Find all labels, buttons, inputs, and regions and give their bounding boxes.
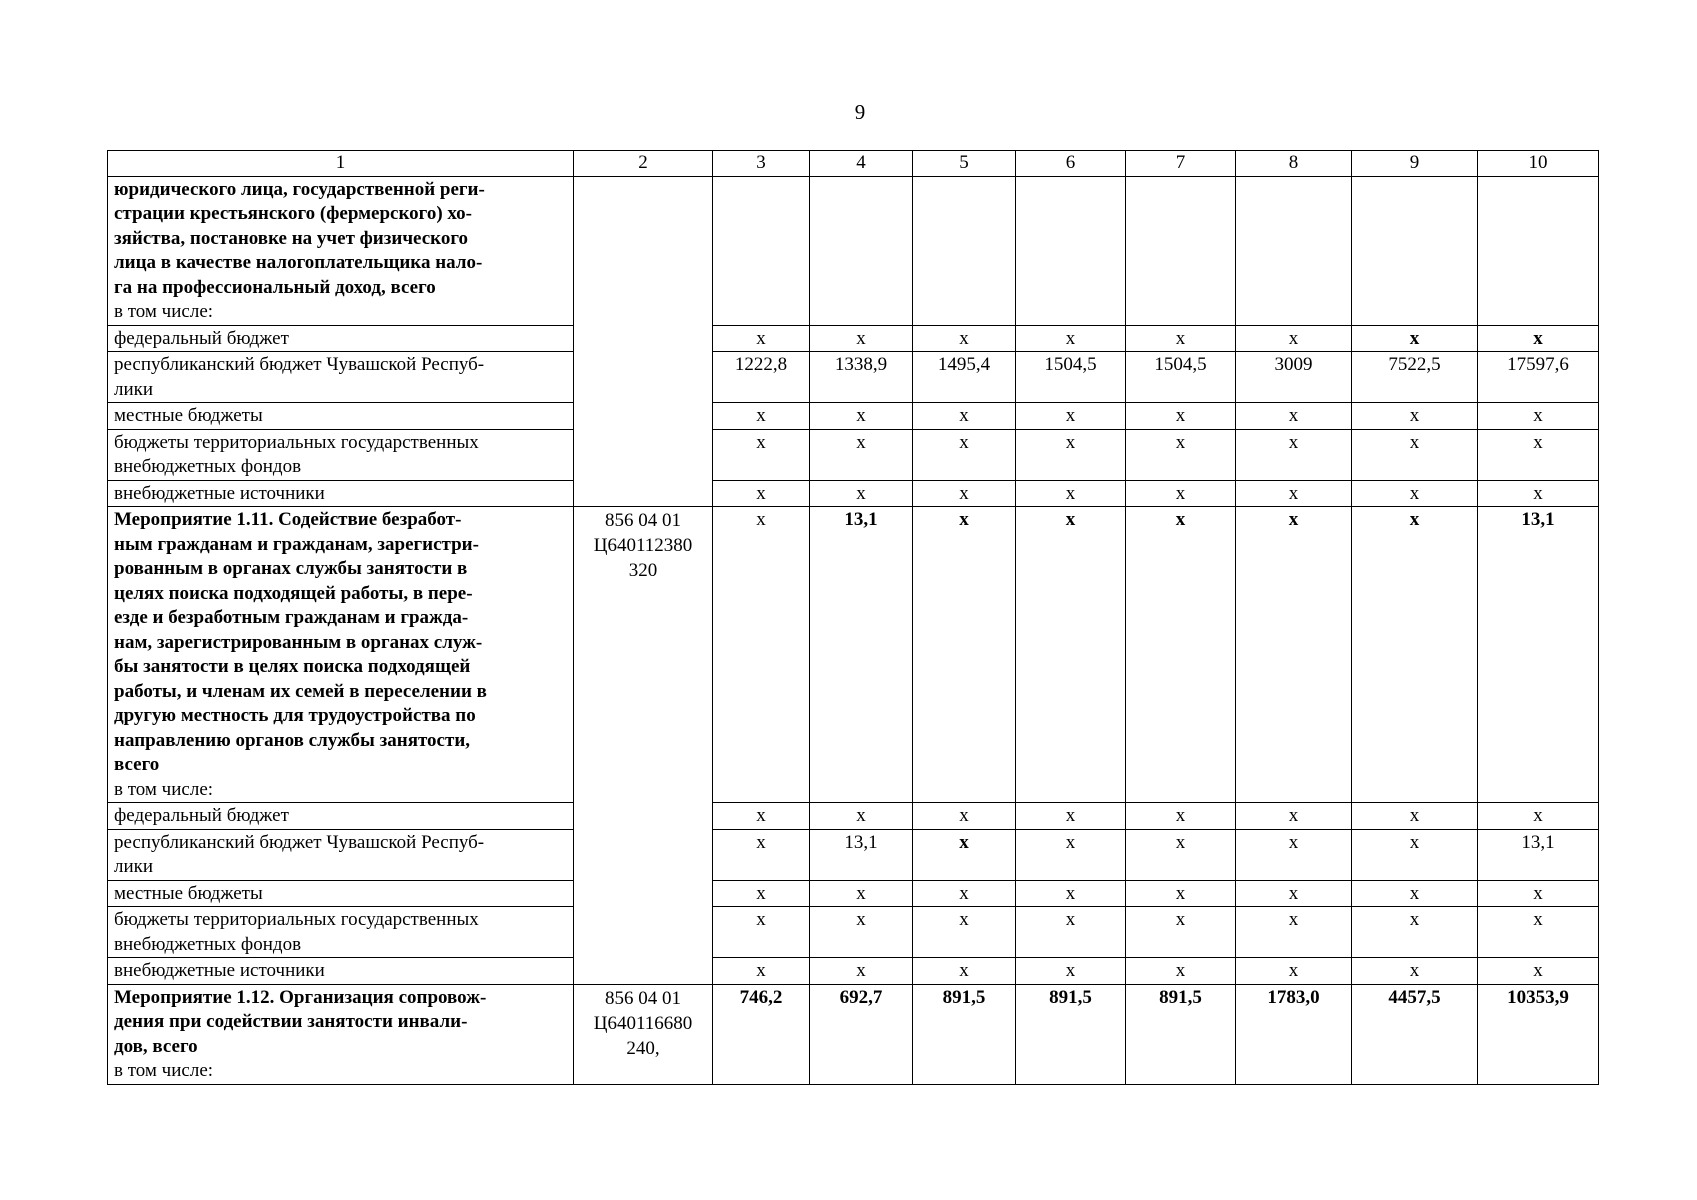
total-value-cell bbox=[913, 176, 1016, 325]
column-number: 2 bbox=[574, 151, 713, 177]
funding-value-cell: x bbox=[1016, 958, 1126, 985]
funding-value-cell: x bbox=[1352, 829, 1478, 880]
funding-source-name-line: внебюджетных фондов bbox=[114, 933, 302, 955]
total-value-cell bbox=[1352, 176, 1478, 325]
table-header-row bbox=[108, 151, 1599, 177]
block-title-line: целях поиска подходящей работы, в пере- bbox=[114, 582, 473, 604]
total-value-cell: x bbox=[713, 507, 810, 803]
funding-value-cell: x bbox=[913, 907, 1016, 958]
funding-value-cell: 1504,5 bbox=[1126, 352, 1236, 403]
budget-table bbox=[107, 150, 1599, 1085]
funding-value-cell: x bbox=[810, 429, 913, 480]
funding-value-cell: x bbox=[1352, 803, 1478, 830]
funding-source-row bbox=[108, 907, 1599, 958]
funding-source-name-line: бюджеты территориальных государственных bbox=[114, 431, 479, 453]
funding-source-name bbox=[108, 352, 574, 403]
funding-source-name bbox=[108, 403, 574, 430]
total-value-cell: x bbox=[913, 507, 1016, 803]
funding-value-cell: x bbox=[1016, 907, 1126, 958]
block-subtitle: в том числе: bbox=[114, 778, 214, 800]
funding-value-cell: x bbox=[1478, 480, 1599, 507]
funding-value-cell: x bbox=[1016, 403, 1126, 430]
funding-value-cell: x bbox=[1236, 429, 1352, 480]
column-number: 8 bbox=[1236, 151, 1352, 177]
funding-source-name bbox=[108, 829, 574, 880]
funding-value-cell: x bbox=[1478, 803, 1599, 830]
funding-value-cell: x bbox=[1016, 829, 1126, 880]
total-value-cell: 4457,5 bbox=[1352, 984, 1478, 1084]
table-body bbox=[108, 151, 1599, 1085]
funding-source-name-line: местные бюджеты bbox=[114, 405, 263, 426]
funding-value-cell: 3009 bbox=[1236, 352, 1352, 403]
funding-source-row bbox=[108, 880, 1599, 907]
total-value-cell: 746,2 bbox=[713, 984, 810, 1084]
funding-value-cell: x bbox=[810, 907, 913, 958]
total-value-cell: x bbox=[1126, 507, 1236, 803]
funding-value-cell: x bbox=[1478, 880, 1599, 907]
funding-source-name-line: республиканский бюджет Чувашской Респуб- bbox=[114, 354, 485, 375]
block-title-line: га на профессиональный доход, всего bbox=[114, 276, 436, 298]
funding-source-name-line: внебюджетных фондов bbox=[114, 456, 302, 477]
column-number: 4 bbox=[810, 151, 913, 177]
funding-value-cell: x bbox=[1126, 907, 1236, 958]
funding-source-row bbox=[108, 325, 1599, 352]
page-number: 9 bbox=[854, 100, 866, 124]
block-title-line: Мероприятие 1.11. Содействие безработ- bbox=[114, 509, 462, 530]
funding-source-name bbox=[108, 803, 574, 830]
budget-code-cell bbox=[574, 984, 713, 1084]
funding-source-name-line: бюджеты территориальных государственных bbox=[114, 909, 479, 930]
block-subtitle: в том числе: bbox=[114, 301, 214, 322]
budget-code-cell bbox=[574, 507, 713, 985]
funding-value-cell: x bbox=[1126, 403, 1236, 430]
funding-source-row bbox=[108, 480, 1599, 507]
funding-source-name-line: внебюджетные источники bbox=[114, 482, 325, 504]
column-number: 6 bbox=[1016, 151, 1126, 177]
funding-value-cell: x bbox=[810, 480, 913, 507]
funding-value-cell: x bbox=[1352, 480, 1478, 507]
funding-value-cell: x bbox=[1352, 958, 1478, 985]
block-title-line: зяйства, постановке на учет физического bbox=[114, 227, 468, 249]
total-value-cell: 13,1 bbox=[810, 507, 913, 803]
budget-code-line: 856 04 01 bbox=[605, 510, 681, 531]
funding-source-row bbox=[108, 958, 1599, 985]
block-title-line: Мероприятие 1.12. Организация сопровож- bbox=[114, 986, 487, 1008]
funding-value-cell: x bbox=[1236, 325, 1352, 352]
total-value-cell: x bbox=[1016, 507, 1126, 803]
block-title-line: работы, и членам их семей в переселении в bbox=[114, 680, 487, 702]
funding-value-cell: x bbox=[1016, 429, 1126, 480]
funding-value-cell: x bbox=[1352, 429, 1478, 480]
funding-value-cell: 13,1 bbox=[810, 829, 913, 880]
block-title-line: страции крестьянского (фермерского) хо- bbox=[114, 203, 473, 224]
funding-value-cell: x bbox=[1236, 907, 1352, 958]
funding-value-cell: x bbox=[1478, 403, 1599, 430]
block-title-cell bbox=[108, 984, 574, 1084]
block-title-line: другую местность для трудоустройства по bbox=[114, 705, 476, 726]
total-value-cell bbox=[1236, 176, 1352, 325]
funding-value-cell: 1504,5 bbox=[1016, 352, 1126, 403]
funding-value-cell: x bbox=[1236, 403, 1352, 430]
block-title-line: езде и безработным гражданам и гражда- bbox=[114, 607, 469, 628]
total-value-cell bbox=[1016, 176, 1126, 325]
funding-value-cell: x bbox=[1126, 829, 1236, 880]
funding-value-cell: 1338,9 bbox=[810, 352, 913, 403]
budget-code-line: Ц640116680 bbox=[593, 1012, 693, 1034]
funding-source-name-line: внебюджетные источники bbox=[114, 960, 325, 981]
block-title-line: дов, всего bbox=[114, 1035, 198, 1057]
total-value-cell: x bbox=[1236, 507, 1352, 803]
funding-value-cell: x bbox=[1352, 907, 1478, 958]
total-value-cell: 1783,0 bbox=[1236, 984, 1352, 1084]
block-title-line: направлению органов службы занятости, bbox=[114, 729, 471, 751]
funding-value-cell: x bbox=[810, 403, 913, 430]
total-value-cell: 891,5 bbox=[913, 984, 1016, 1084]
total-value-cell: 891,5 bbox=[1126, 984, 1236, 1084]
funding-source-row bbox=[108, 352, 1599, 403]
funding-value-cell: x bbox=[1352, 325, 1478, 352]
block-header-row bbox=[108, 176, 1599, 325]
block-title-cell bbox=[108, 507, 574, 803]
block-header-row bbox=[108, 984, 1599, 1084]
column-number: 5 bbox=[913, 151, 1016, 177]
funding-value-cell: x bbox=[1126, 429, 1236, 480]
funding-value-cell: x bbox=[1236, 958, 1352, 985]
funding-value-cell: x bbox=[810, 803, 913, 830]
funding-source-row bbox=[108, 403, 1599, 430]
funding-value-cell: x bbox=[1352, 403, 1478, 430]
funding-value-cell: x bbox=[913, 958, 1016, 985]
budget-code-line: 320 bbox=[628, 560, 658, 581]
funding-value-cell: x bbox=[713, 958, 810, 985]
budget-code-cell bbox=[574, 176, 713, 507]
funding-value-cell: x bbox=[810, 958, 913, 985]
funding-source-name bbox=[108, 907, 574, 958]
funding-value-cell: x bbox=[1126, 803, 1236, 830]
block-title-line: юридического лица, государственной реги- bbox=[114, 178, 485, 200]
funding-value-cell: x bbox=[1016, 803, 1126, 830]
block-title-line: ным гражданам и гражданам, зарегистри- bbox=[114, 533, 479, 555]
block-title-line: нам, зарегистрированным в органах служ- bbox=[114, 631, 483, 653]
funding-source-name-line: федеральный бюджет bbox=[114, 805, 289, 826]
funding-value-cell: x bbox=[1236, 880, 1352, 907]
funding-value-cell: x bbox=[1478, 325, 1599, 352]
funding-value-cell: x bbox=[1016, 880, 1126, 907]
funding-source-name bbox=[108, 429, 574, 480]
column-number: 10 bbox=[1478, 151, 1599, 177]
funding-value-cell: x bbox=[1126, 325, 1236, 352]
funding-value-cell: x bbox=[1126, 958, 1236, 985]
funding-value-cell: x bbox=[713, 480, 810, 507]
funding-value-cell: 7522,5 bbox=[1352, 352, 1478, 403]
funding-value-cell: x bbox=[1236, 480, 1352, 507]
budget-code-line: 856 04 01 bbox=[605, 987, 681, 1009]
funding-value-cell: x bbox=[713, 403, 810, 430]
funding-value-cell: x bbox=[913, 403, 1016, 430]
funding-value-cell: x bbox=[1016, 325, 1126, 352]
funding-value-cell: x bbox=[713, 907, 810, 958]
funding-value-cell: 13,1 bbox=[1478, 829, 1599, 880]
funding-value-cell: x bbox=[913, 829, 1016, 880]
total-value-cell: 13,1 bbox=[1478, 507, 1599, 803]
total-value-cell: x bbox=[1352, 507, 1478, 803]
funding-value-cell: x bbox=[713, 325, 810, 352]
funding-value-cell: x bbox=[913, 325, 1016, 352]
total-value-cell bbox=[1478, 176, 1599, 325]
block-title-line: рованным в органах службы занятости в bbox=[114, 558, 468, 579]
block-title-line: дения при содействии занятости инвали- bbox=[114, 1011, 468, 1032]
funding-value-cell: x bbox=[1478, 429, 1599, 480]
funding-source-row bbox=[108, 429, 1599, 480]
column-number: 7 bbox=[1126, 151, 1236, 177]
funding-source-name-line: федеральный бюджет bbox=[114, 327, 289, 349]
funding-value-cell: x bbox=[713, 803, 810, 830]
funding-source-row bbox=[108, 803, 1599, 830]
funding-value-cell: x bbox=[713, 429, 810, 480]
block-title-line: лица в качестве налогоплательщика нало- bbox=[114, 252, 483, 273]
funding-source-name bbox=[108, 958, 574, 985]
total-value-cell bbox=[713, 176, 810, 325]
funding-value-cell: x bbox=[1352, 880, 1478, 907]
funding-value-cell: x bbox=[713, 829, 810, 880]
funding-value-cell: x bbox=[913, 480, 1016, 507]
funding-value-cell: x bbox=[1478, 958, 1599, 985]
funding-value-cell: x bbox=[713, 880, 810, 907]
total-value-cell: 891,5 bbox=[1016, 984, 1126, 1084]
funding-value-cell: x bbox=[1236, 803, 1352, 830]
funding-value-cell: x bbox=[810, 880, 913, 907]
block-header-row bbox=[108, 507, 1599, 803]
funding-source-name-line: лики bbox=[114, 856, 154, 877]
funding-source-name bbox=[108, 325, 574, 352]
total-value-cell: 692,7 bbox=[810, 984, 913, 1084]
column-number: 9 bbox=[1352, 151, 1478, 177]
budget-code-line: 240, bbox=[626, 1037, 660, 1059]
funding-source-name-line: лики bbox=[114, 378, 154, 400]
funding-value-cell: 17597,6 bbox=[1478, 352, 1599, 403]
funding-source-name-line: республиканский бюджет Чувашской Респуб- bbox=[114, 831, 485, 853]
funding-value-cell: x bbox=[1236, 829, 1352, 880]
funding-value-cell: 1495,4 bbox=[913, 352, 1016, 403]
funding-value-cell: x bbox=[913, 803, 1016, 830]
total-value-cell bbox=[810, 176, 913, 325]
funding-value-cell: x bbox=[913, 429, 1016, 480]
block-subtitle: в том числе: bbox=[114, 1060, 214, 1081]
column-number: 3 bbox=[713, 151, 810, 177]
funding-value-cell: x bbox=[913, 880, 1016, 907]
total-value-cell: 10353,9 bbox=[1478, 984, 1599, 1084]
funding-value-cell: x bbox=[1126, 880, 1236, 907]
funding-value-cell: x bbox=[810, 325, 913, 352]
block-title-line: бы занятости в целях поиска подходящей bbox=[114, 656, 471, 677]
funding-source-name bbox=[108, 880, 574, 907]
budget-code-line: Ц640112380 bbox=[593, 535, 693, 556]
funding-value-cell: 1222,8 bbox=[713, 352, 810, 403]
column-number: 1 bbox=[108, 151, 574, 177]
block-title-line: всего bbox=[114, 754, 160, 775]
funding-source-name bbox=[108, 480, 574, 507]
total-value-cell bbox=[1126, 176, 1236, 325]
funding-value-cell: x bbox=[1478, 907, 1599, 958]
block-title-cell bbox=[108, 176, 574, 325]
funding-value-cell: x bbox=[1126, 480, 1236, 507]
funding-value-cell: x bbox=[1016, 480, 1126, 507]
funding-source-name-line: местные бюджеты bbox=[114, 882, 263, 904]
funding-source-row bbox=[108, 829, 1599, 880]
